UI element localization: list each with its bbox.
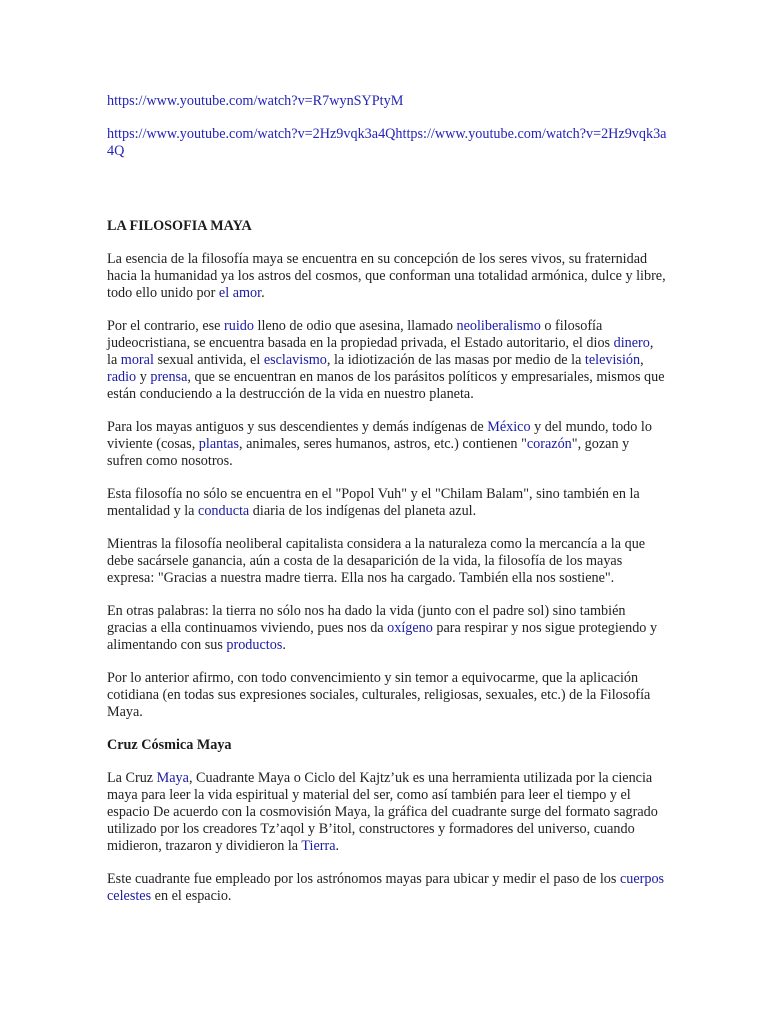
link-oxigeno[interactable]: oxígeno [387,620,433,636]
youtube-link-1[interactable]: https://www.youtube.com/watch?v=R7wynSYPtyM [107,93,404,109]
link-cuerpos-celestes[interactable]: cuerpos celestes [107,871,665,904]
text: o filosofía judeocristiana, se encuentra basada en la propiedad privada, el Estado autoritario, el dios [107,318,614,351]
link-conducta[interactable]: conducta [198,503,250,519]
link-maya[interactable]: Maya [156,770,189,786]
text: , [640,352,644,368]
text: y [136,369,151,385]
text: diaria de los indígenas del planeta azul. [249,503,477,519]
paragraph-1 [107,251,667,302]
link-plantas[interactable]: plantas [198,436,239,452]
youtube-link-1-line [107,93,667,110]
document-page [107,93,667,921]
paragraph-2 [107,318,667,403]
text: Por el contrario, ese [107,318,225,334]
link-productos[interactable]: productos [226,637,283,653]
heading-cruz-cosmica-maya: Cruz Cósmica Maya [107,737,232,753]
text: . [261,285,265,301]
paragraph-3 [107,419,667,470]
link-neoliberalismo[interactable]: neoliberalismo [456,318,541,334]
text: En otras palabras: la tierra no sólo nos ha dado la vida (junto con el padre sol) sino también gracias a ella continuamos viviendo, pues nos da [107,603,626,636]
url-section [107,93,667,160]
youtube-link-2-line [107,126,667,160]
text: sexual antivida, el [153,352,264,368]
text: La Cruz [107,770,157,786]
link-television[interactable]: televisión [584,352,641,368]
text: Para los mayas antiguos y sus descendientes y demás indígenas de [107,419,488,435]
paragraph-4 [107,486,667,520]
text: para respirar y nos sigue protegiendo y alimentando con sus [107,620,658,653]
link-mexico[interactable]: México [487,419,531,435]
paragraph-7 [107,670,667,721]
link-el-amor[interactable]: el amor [218,285,262,301]
text: , animales, seres humanos, astros, etc.) contienen " [238,436,527,452]
text: , la [107,335,654,368]
link-moral[interactable]: moral [120,352,154,368]
link-esclavismo[interactable]: esclavismo [263,352,327,368]
link-tierra[interactable]: Tierra [301,838,336,854]
text: y del mundo, todo lo viviente (cosas, [107,419,652,452]
text: . [335,838,340,854]
text: Esta filosofía no sólo se encuentra en el "Popol Vuh" y el "Chilam Balam", sino también en la mentalidad y la [107,486,640,519]
text: en el espacio. [151,888,232,904]
link-dinero[interactable]: dinero [613,335,650,351]
link-prensa[interactable]: prensa [150,369,188,385]
text: La esencia de la filosofía maya se encuentra en su concepción de los seres vivos, su fraternidad hacia la humanidad ya los astros del cosmos, que conforman una totalidad armónica, dulce y libre, todo ello unido por [107,251,666,301]
text: ", gozan y sufren como nosotros. [107,436,630,469]
heading-filosofia-maya: LA FILOSOFIA MAYA [107,218,252,234]
text: Mientras la filosofía neoliberal capitalista considera a la naturaleza como la mercancía a la que debe sacársele ganancia, aún a costa de la desaparición de la vida, la filosofía de los mayas expresa: "Gracias a nuestra madre tierra. Ella nos ha cargado. También ella nos sostiene". [107,536,646,586]
text: , la idiotización de las masas por medio de la [326,352,585,368]
text: Este cuadrante fue empleado por los astrónomos mayas para ubicar y medir el paso de los [107,871,620,887]
text: . [282,637,286,653]
link-ruido[interactable]: ruido [224,318,254,334]
text: , que se encuentran en manos de los parásitos políticos y empresariales, mismos que están conduciendo a la destrucción de la vida en nuestro planeta. [107,369,665,402]
paragraph-6 [107,603,667,654]
link-corazon[interactable]: corazón [526,436,572,452]
paragraph-5 [107,536,667,587]
text: , Cuadrante Maya o Ciclo del Kajtz’uk es una herramienta utilizada por la ciencia maya para leer la vida espiritual y material del ser, como así también para leer el tiempo y el espacio De acuerdo con la cosmovisión Maya, la gráfica del cuadrante surge del formato sagrado utilizado por los creadores Tz’aqol y B’itol, constructores y formadores del universo, cuando midieron, trazaron y dividieron la [107,770,658,854]
youtube-link-2[interactable]: https://www.youtube.com/watch?v=2Hz9vqk3a4Qhttps://www.youtube.com/watch?v=2Hz9vqk3a4Q [107,126,667,159]
text: Por lo anterior afirmo, con todo convencimiento y sin temor a equivocarme, que la aplicación cotidiana (en todas sus expresiones sociales, culturales, religiosas, sexuales, etc.) de la Filosofía Maya. [107,670,651,720]
paragraph-8 [107,770,667,855]
paragraph-9 [107,871,667,905]
link-radio[interactable]: radio [107,369,137,385]
text: lleno de odio que asesina, llamado [253,318,457,334]
